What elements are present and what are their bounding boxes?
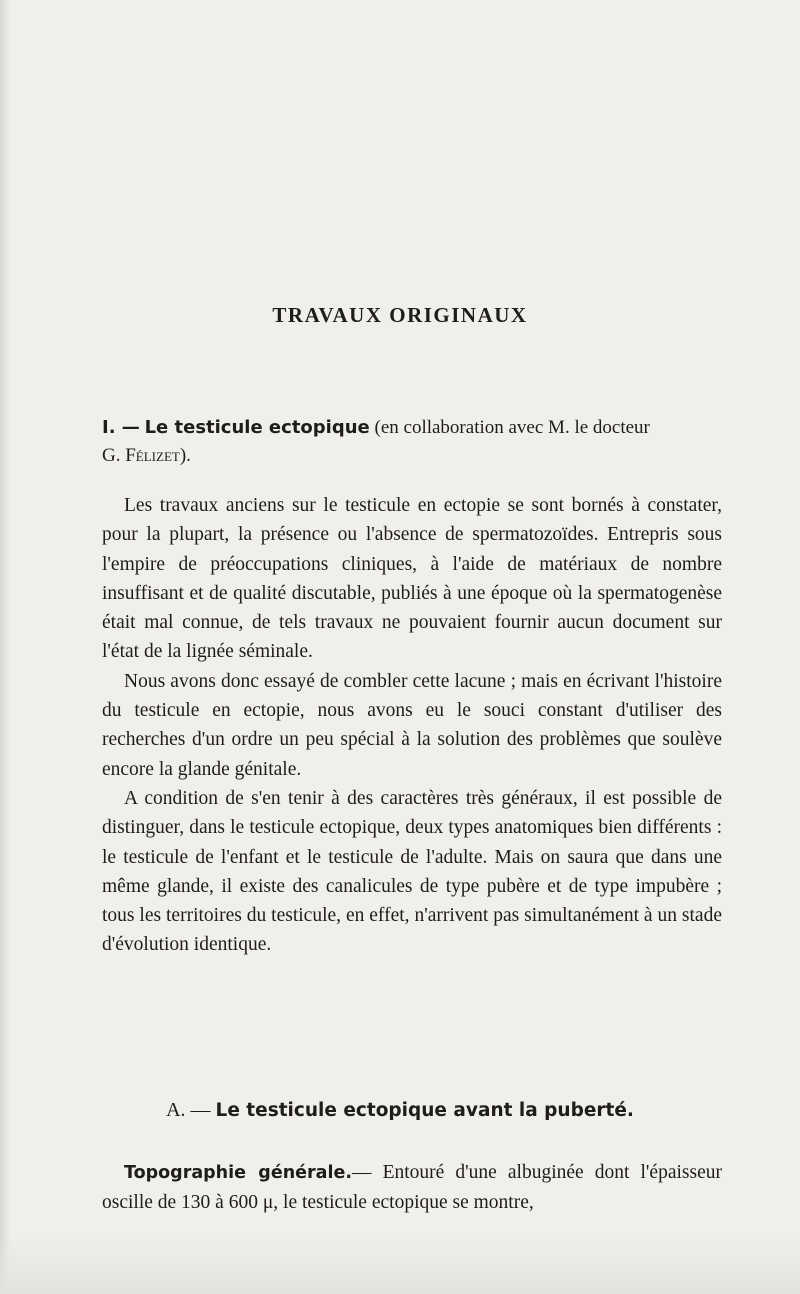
author-initial: G. (102, 445, 121, 466)
section-collaboration: (en collaboration avec M. le docteur (374, 417, 650, 438)
subsection-title: Le testicule ectopique avant la puberté. (215, 1100, 634, 1121)
paragraph (102, 1158, 722, 1218)
paragraph: Nous avons donc essayé de combler cette lacune ; mais en écrivant l'histoire du testicule en ectopie, nous avons eu le souci constant d'utiliser des recherches d'un ordre un peu spécial à la solution des problèmes que soulève encore la glande génitale. (102, 670, 722, 780)
section-number: I. — (102, 417, 140, 438)
topography-label: Topographie générale. (124, 1163, 352, 1183)
topography-paragraph (102, 1158, 722, 1218)
author-close: ). (179, 445, 191, 466)
body-text (102, 491, 722, 960)
author-name: Félizet (125, 445, 180, 466)
section-title-text: Le testicule ectopique (144, 417, 370, 438)
section-title (102, 414, 722, 470)
topography-text: — Entouré d'une albuginée dont l'épaisseur oscille de 130 à 600 μ, le testicule ectopique se montre, (102, 1162, 722, 1214)
author-line (102, 442, 722, 470)
subsection-letter: A. — (166, 1099, 211, 1121)
subsection-heading (0, 1095, 800, 1126)
page-bottom-shadow (0, 1234, 800, 1294)
paragraph: Les travaux anciens sur le testicule en ectopie se sont bornés à constater, pour la plupart, la présence ou l'absence de spermatozoïdes. Entrepris sous l'empire de préoccupations cliniques, à l'aide de matériaux de nombre insuffisant et de qualité discutable, publiés à une époque où la spermatogenèse était mal connue, de tels travaux ne pouvaient fournir aucun document sur l'état de la lignée séminale. (102, 495, 722, 663)
page-heading: TRAVAUX ORIGINAUX (272, 303, 528, 327)
paragraph: A condition de s'en tenir à des caractères très généraux, il est possible de distinguer, dans le testicule ectopique, deux types anatomiques bien différents : le testicule de l'enfant et le testicule de l'adulte. Mais on saura que dans une même glande, il existe des canalicules de type pubère et de type impubère ; tous les territoires du testicule, en effet, n'arrivent pas simultanément à un stade d'évolution identique. (102, 787, 722, 956)
